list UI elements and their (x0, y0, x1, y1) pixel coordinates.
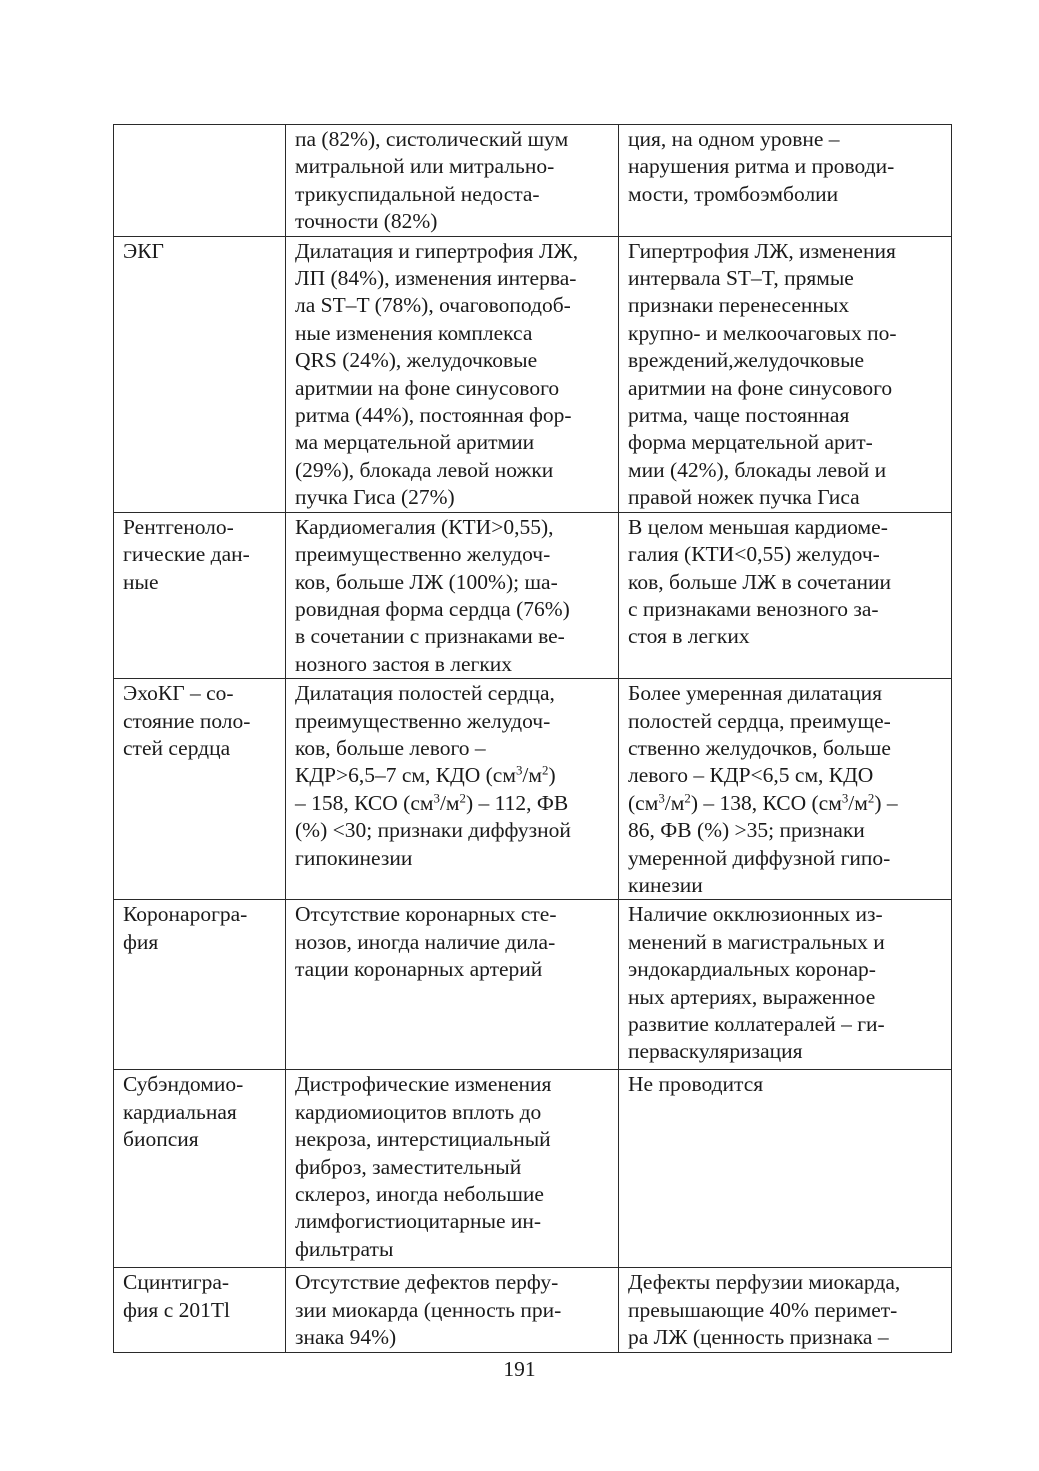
text-line: гипокинезии (295, 845, 413, 870)
text-line: 86, ФВ (%) >35; признаки (628, 818, 865, 843)
param-cell: ЭхоКГ – со- стояние поло- стей сердца (114, 679, 286, 900)
text-line: Более умеренная дилатация (628, 681, 882, 706)
text-line: ков, больше левого – (295, 735, 486, 760)
dcm-cell (286, 679, 619, 900)
superscript: 2 (867, 791, 875, 806)
text-line: полостей сердца, преимуще- (628, 708, 891, 733)
param-cell: Сцинтигра- фия с 201Tl (114, 1268, 286, 1352)
text-fragment: КДР>6,5–7 см, КДО (см (295, 763, 516, 788)
dcm-cell: Дилатация и гипертрофия ЛЖ, ЛП (84%), изменения интерва- ла ST–T (78%), очаговоподоб- ные изменения комплекса QRS (24%), желудочковые аритмии на фоне синусового ритма (44%), постоянная фор- ма мерцательной аритмии (29%), блокада левой ножки пучка Гиса (27%) (286, 236, 619, 512)
icm-cell: Гипертрофия ЛЖ, изменения интервала ST–T, прямые признаки перенесенных крупно- и мелкоочаговых по- вреждений,желудочковые аритмии на фоне синусового ритма, чаще постоянная форма мерцательной арит- мии (42%), блокады левой и правой ножек пучка Гиса (619, 236, 952, 512)
text-fragment: ) (548, 763, 556, 788)
text-fragment: (см (628, 790, 659, 815)
param-cell: Рентгеноло- гические дан- ные (114, 512, 286, 678)
text-line: ственно желудочков, больше (628, 735, 891, 760)
text-fragment: – 158, КСО (см (295, 790, 434, 815)
table-row (114, 679, 952, 900)
page-number: 191 (503, 1357, 536, 1381)
param-cell: Коронарогра- фия (114, 900, 286, 1070)
icm-cell (619, 679, 952, 900)
param-cell: ЭКГ (114, 236, 286, 512)
superscript: 2 (542, 763, 549, 778)
superscript: 3 (433, 791, 440, 806)
param-cell (114, 125, 286, 237)
text-fragment: /м (439, 790, 460, 815)
table-row (114, 125, 952, 237)
icm-cell: В целом меньшая кардиоме- галия (КТИ<0,55) желудоч- ков, больше ЛЖ в сочетании с признаками венозного за- стоя в легких (619, 512, 952, 678)
table-row (114, 236, 952, 512)
text-line: (%) <30; признаки диффузной (295, 818, 571, 843)
text-fragment: ) – (874, 790, 898, 815)
text-fragment: /м (848, 790, 868, 815)
superscript: 2 (459, 791, 466, 806)
text-line: кинезии (628, 872, 703, 897)
table-row (114, 512, 952, 678)
dcm-cell: Кардиомегалия (КТИ>0,55), преимущественно желудоч- ков, больше ЛЖ (100%); ша- ровидная форма сердца (76%) в сочетании с признаками ве- нозного застоя в легких (286, 512, 619, 678)
superscript: 3 (841, 791, 849, 806)
text-line: левого – КДР<6,5 см, КДО (628, 763, 874, 788)
text-line: умеренной диффузной гипо- (628, 845, 891, 870)
superscript: 3 (515, 763, 523, 778)
param-cell: Субэндомио- кардиальная биопсия (114, 1070, 286, 1268)
superscript: 3 (658, 791, 665, 806)
text-fragment: ) – 138, КСО (см (690, 790, 842, 815)
dcm-cell: Отсутствие дефектов перфу- зии миокарда (ценность при- знака 94%) (286, 1268, 619, 1352)
icm-cell: ция, на одном уровне – нарушения ритма и проводи- мости, тромбоэмболии (619, 125, 952, 237)
icm-cell: Наличие окклюзионных из- менений в магистральных и эндокардиальных коронар- ных артериях, выраженное развитие коллатералей – ги- перваскуляризация (619, 900, 952, 1070)
superscript: 2 (684, 791, 691, 806)
text-line: Дилатация полостей сердца, (295, 681, 555, 706)
dcm-cell: Отсутствие коронарных сте- нозов, иногда наличие дила- тации коронарных артерий (286, 900, 619, 1070)
dcm-cell: Дистрофические изменения кардиомиоцитов вплоть до некроза, интерстициальный фиброз, заместительный склероз, иногда небольшие лимфогистиоцитарные ин- фильтраты (286, 1070, 619, 1268)
table-row (114, 1070, 952, 1268)
table-row (114, 900, 952, 1070)
icm-cell: Дефекты перфузии миокарда, превышающие 40% перимет- ра ЛЖ (ценность признака – (619, 1268, 952, 1352)
comparison-table (113, 124, 952, 1353)
dcm-cell: па (82%), систолический шум митральной или митрально- трикуспидальной недоста- точности (82%) (286, 125, 619, 237)
text-fragment: /м (522, 763, 542, 788)
table-row (114, 1268, 952, 1352)
text-line: преимущественно желудоч- (295, 708, 551, 733)
icm-cell: Не проводится (619, 1070, 952, 1268)
text-fragment: ) – 112, ФВ (465, 790, 569, 815)
text-fragment: /м (664, 790, 685, 815)
